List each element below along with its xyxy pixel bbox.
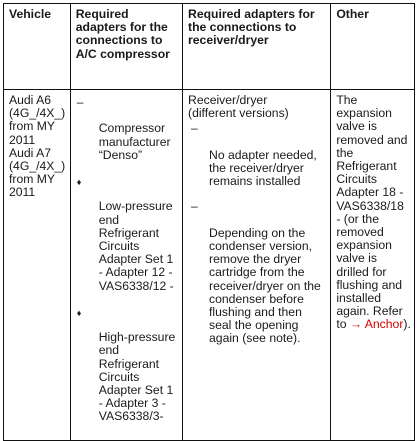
list-item <box>188 200 327 345</box>
header-compressor-adapters: Required adapters for the connections to A/C compressor <box>70 4 182 90</box>
header-other: Other <box>331 4 415 90</box>
list-item-text: High-pressure end Refrigerant Circuits Adapter Set 1 - Adapter 3 -VAS6338/3- <box>98 330 176 424</box>
list-item <box>188 122 327 188</box>
dash-bullet-icon: – <box>76 95 84 109</box>
dash-bullet-icon: – <box>191 199 198 214</box>
list-item <box>76 96 179 162</box>
cell-compressor <box>70 90 182 441</box>
list-item-text: Low-pressure end Refrigerant Circuits Adapter Set 1 - Adapter 12 - VAS6338/12 - <box>98 199 174 293</box>
table-header-row <box>4 4 415 90</box>
list-item-text: Compressor manufacturer “Denso” <box>98 121 171 162</box>
diamond-bullet-icon: ♦ <box>76 307 82 318</box>
vehicle-text: Audi A6 (4G_/4X_) from MY 2011 Audi A7 (4G_/4X_) from MY 2011 <box>9 93 66 200</box>
anchor-link[interactable]: → Anchor <box>349 317 404 332</box>
list-item-text: Depending on the condenser version, remove the dryer cartridge from the receiver/dryer on the condenser before flushing and then seal the opening again (see note). <box>209 225 321 346</box>
dash-bullet-icon: – <box>191 121 198 136</box>
other-text-end: ). <box>403 317 411 332</box>
header-vehicle: Vehicle <box>4 4 71 90</box>
cell-other <box>331 90 415 441</box>
cell-vehicle <box>4 90 71 441</box>
diamond-bullet-icon: ♦ <box>76 177 82 188</box>
list-item-text: No adapter needed, the receiver/dryer remains installed <box>209 147 317 189</box>
dryer-list <box>188 122 327 345</box>
dryer-intro: Receiver/dryer (different versions) <box>188 93 289 121</box>
adapter-table <box>3 3 415 441</box>
header-dryer-adapters: Required adapters for the connections to receiver/dryer <box>183 4 331 90</box>
table-row <box>4 90 415 441</box>
list-item <box>76 174 179 293</box>
list-item <box>76 305 179 424</box>
other-text: The expansion valve is removed and the Refrigerant Circuits Adapter 18 - VAS6338/18 - (or the removed expansion valve is drilled for flushing and installed again. Refer to <box>336 93 408 332</box>
cell-dryer <box>183 90 331 441</box>
compressor-list <box>76 96 179 424</box>
